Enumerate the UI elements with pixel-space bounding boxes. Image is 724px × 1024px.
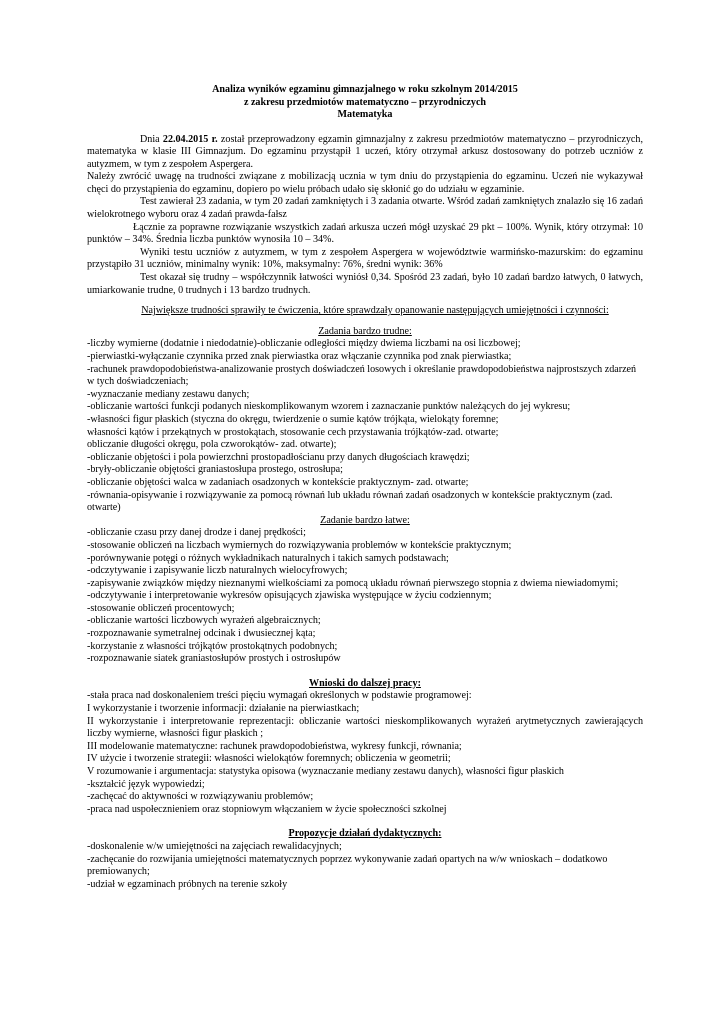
conclusions-list bbox=[87, 690, 643, 816]
intro-paragraph-4: Łącznie za poprawne rozwiązanie wszystkich zadań arkusza uczeń mógł uzyskać 29 pkt – 100%. Wynik, który otrzymał: 10 punktów – 34%. Średnia liczba punktów wynosiła 10 – 34%. bbox=[87, 221, 643, 246]
title-line-3: Matematyka bbox=[337, 109, 393, 120]
list-item: -bryły-obliczanie objętości graniastosłupa prostego, ostrosłupa; bbox=[87, 464, 343, 476]
document-title bbox=[87, 84, 643, 122]
list-item: -obliczanie objętości walca w zadaniach osadzonych w kontekście praktycznym- zad. otwarte; bbox=[87, 476, 469, 488]
list-item: -wyznaczanie mediany zestawu danych; bbox=[87, 388, 250, 400]
list-item: III modelowanie matematyczne: rachunek prawdopodobieństwa, wykresy funkcji, równania; bbox=[87, 740, 462, 752]
very-easy-heading: Zadanie bardzo łatwe: bbox=[320, 514, 410, 526]
list-item: -liczby wymierne (dodatnie i niedodatnie)-obliczanie odległości między dwiema liczbami na osi liczbowej; bbox=[87, 338, 521, 350]
difficulties-heading: Największe trudności sprawiły te ćwiczenia, które sprawdzały opanowanie następujących umiejętności i czynności: bbox=[141, 305, 609, 317]
list-item: -obliczanie wartości funkcji podanych nieskomplikowanym wzorem i zaznaczanie punktów należących do jej wykresu; bbox=[87, 401, 571, 413]
list-item: -odczytywanie i interpretowanie wykresów opisujących zjawiska występujące w życiu codziennym; bbox=[87, 590, 492, 602]
list-item: I wykorzystanie i tworzenie informacji: działanie na pierwiastkach; bbox=[87, 703, 360, 715]
intro-paragraph-6: Test okazał się trudny – współczynnik łatwości wyniósł 0,34. Spośród 23 zadań, było 10 zadań bardzo łatwych, 0 łatwych, umiarkowanie trudne, 0 trudnych i 13 bardzo trudnych. bbox=[87, 272, 643, 296]
list-item: -obliczanie wartości liczbowych wyrażeń algebraicznych; bbox=[87, 615, 321, 627]
intro-paragraph-1: Dnia 22.04.2015 r. został przeprowadzony egzamin gimnazjalny z zakresu przedmiotów matematyczno – przyrodniczych, matematyka w klasie III Gimnazjum. Do egzaminu przystąpił 1 uczeń, który otrzymał arkusz dostosowany do potrzeb uczniów z autyzmem, w tym z zespołem Aspergera. bbox=[87, 133, 643, 170]
list-item: -praca nad uspołecznieniem oraz stopniowym włączaniem w życie społeczności szkolnej bbox=[87, 803, 447, 815]
conclusions-heading: Wnioski do dalszej pracy: bbox=[309, 677, 421, 689]
list-item: -rozpoznawanie siatek graniastosłupów prostych i ostrosłupów bbox=[87, 653, 341, 665]
list-item: -zapisywanie związków między nieznanymi wielkościami za pomocą układu równań pierwszego stopnia z dwiema niewiadomymi; bbox=[87, 577, 619, 589]
document-page bbox=[87, 84, 643, 891]
title-line-2: z zakresu przedmiotów matematyczno – przyrodniczych bbox=[243, 96, 487, 108]
list-item: II wykorzystanie i interpretowanie reprezentacji: obliczanie wartości nieskomplikowanych wyrażeń arytmetycznych zawierających liczby wymierne, własności figur płaskich ; bbox=[87, 715, 643, 740]
very-hard-list bbox=[87, 338, 643, 514]
very-hard-heading: Zadania bardzo trudne: bbox=[318, 325, 412, 337]
proposals-heading: Propozycje działań dydaktycznych: bbox=[288, 828, 442, 840]
list-item: -udział w egzaminach próbnych na terenie szkoły bbox=[87, 878, 288, 890]
intro-paragraph-2: Należy zwrócić uwagę na trudności związane z mobilizacją ucznia w tym dniu do przystąpienia do egzaminu. Uczeń nie wykazywał chęci do przystąpienia do egzaminu, dopiero po wielu próbach udało się skłonić go do udziału w egzaminie. bbox=[87, 171, 643, 195]
list-item: -równania-opisywanie i rozwiązywanie za pomocą równań lub układu równań zadań osadzonych w kontekście praktycznym (zad. otwarte) bbox=[87, 489, 613, 514]
list-item: -korzystanie z własności trójkątów prostokątnych podobnych; bbox=[87, 640, 338, 652]
list-item: -stosowanie obliczeń procentowych; bbox=[87, 602, 235, 614]
exam-date: 22.04.2015 r. bbox=[162, 133, 218, 145]
list-item: -zachęcanie do rozwijania umiejętności matematycznych poprzez wykonywanie zadań opartych na w/w wnioskach – dodatkowo premiowanych; bbox=[87, 853, 608, 878]
list-item: -rozpoznawanie symetralnej odcinak i dwusiecznej kąta; bbox=[87, 628, 316, 640]
list-item: -odczytywanie i zapisywanie liczb naturalnych wielocyfrowych; bbox=[87, 565, 348, 577]
list-item: własności kątów i przekątnych w prostokątach, stosowanie cech przystawania trójkątów-zad. otwarte; bbox=[87, 426, 499, 438]
list-item: -stosowanie obliczeń na liczbach wymiernych do rozwiązywania problemów w kontekście praktycznym; bbox=[87, 539, 512, 551]
title-line-1: Analiza wyników egzaminu gimnazjalnego w roku szkolnym 2014/2015 bbox=[212, 84, 518, 95]
list-item: IV użycie i tworzenie strategii: własności wielokątów foremnych; obliczenia w geometrii; bbox=[87, 753, 451, 765]
list-item: -kształcić język wypowiedzi; bbox=[87, 778, 205, 790]
list-item: -pierwiastki-wyłączanie czynnika przed znak pierwiastka oraz włączanie czynnika pod znak pierwiastka; bbox=[87, 351, 512, 362]
very-easy-list bbox=[87, 527, 643, 666]
intro-paragraph-5: Wyniki testu uczniów z autyzmem, w tym z zespołem Aspergera w województwie warmińsko-mazurskim: do egzaminu przystąpiło 31 uczniów, minimalny wynik: 10%, maksymalny: 76%, średni wynik: 36% bbox=[87, 246, 643, 271]
list-item: -obliczanie czasu przy danej drodze i danej prędkości; bbox=[87, 527, 306, 539]
list-item: -zachęcać do aktywności w rozwiązywaniu problemów; bbox=[87, 791, 314, 803]
list-item: -porównywanie potęgi o różnych wykładnikach naturalnych i takich samych podstawach; bbox=[87, 552, 449, 564]
list-item: obliczanie długości okręgu, pola czworokątów- zad. otwarte); bbox=[87, 439, 337, 451]
list-item: -własności figur płaskich (styczna do okręgu, twierdzenie o sumie kątów trójkąta, wielokąty foremne; bbox=[87, 413, 499, 425]
list-item: -obliczanie objętości i pola powierzchni prostopadłościanu przy danych długościach krawędzi; bbox=[87, 451, 470, 463]
list-item: V rozumowanie i argumentacja: statystyka opisowa (wyznaczanie mediany zestawu danych), własności figur płaskich bbox=[87, 766, 564, 777]
list-item: -rachunek prawdopodobieństwa-analizowanie prostych doświadczeń losowych i określanie prawdopodobieństwa najprostszych zdarzeń w tych doświadczeniach; bbox=[87, 363, 637, 388]
list-item: -stała praca nad doskonaleniem treści pięciu wymagań określonych w podstawie programowej: bbox=[87, 690, 472, 702]
list-item: -doskonalenie w/w umiejętności na zajęciach rewalidacyjnych; bbox=[87, 840, 342, 852]
intro-paragraph-3: Test zawierał 23 zadania, w tym 20 zadań zamkniętych i 3 zadania otwarte. Wśród zadań zamkniętych znalazło się 16 zadań wielokrotnego wyboru oraz 4 zadań prawda-fałsz bbox=[87, 196, 643, 221]
proposals-list bbox=[87, 841, 643, 891]
